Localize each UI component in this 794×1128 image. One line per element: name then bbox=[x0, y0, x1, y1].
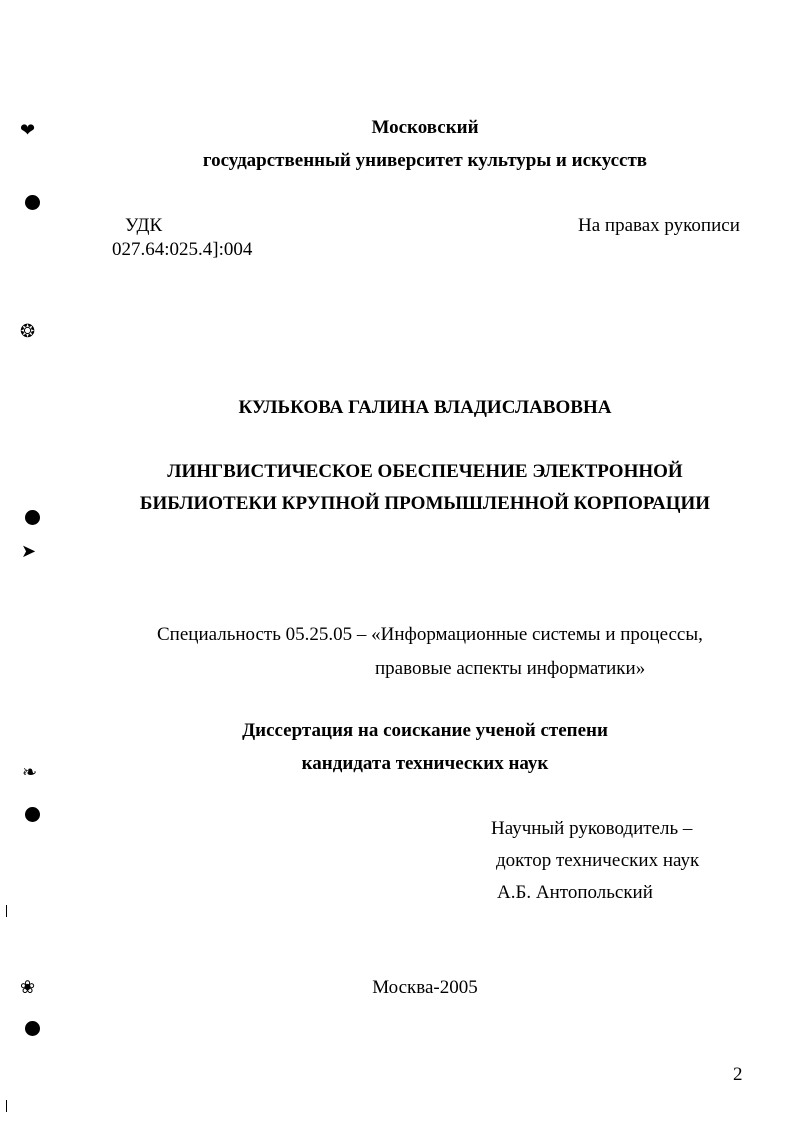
binding-hole bbox=[25, 807, 40, 822]
scan-speck bbox=[6, 905, 7, 917]
supervisor-role: Научный руководитель – bbox=[491, 818, 693, 839]
udk-label: УДК bbox=[125, 215, 163, 236]
university-line-2: государственный университет культуры и искусств bbox=[202, 150, 648, 171]
title-line-1: ЛИНГВИСТИЧЕСКОЕ ОБЕСПЕЧЕНИЕ ЭЛЕКТРОННОЙ bbox=[167, 461, 683, 482]
scan-blot-mark: ❀ bbox=[20, 977, 36, 997]
title-line-2: БИБЛИОТЕКИ КРУПНОЙ ПРОМЫШЛЕННОЙ КОРПОРАЦИИ bbox=[139, 493, 711, 514]
binding-hole bbox=[25, 1021, 40, 1036]
specialty-line-2: правовые аспекты информатики» bbox=[375, 658, 646, 679]
degree-line-2: кандидата технических наук bbox=[301, 753, 549, 774]
supervisor-name: А.Б. Антопольский bbox=[497, 882, 653, 903]
specialty-line-1: Специальность 05.25.05 – «Информационные системы и процессы, bbox=[157, 624, 703, 645]
page-number: 2 bbox=[733, 1064, 743, 1085]
scan-blot-mark: ❂ bbox=[20, 321, 36, 341]
scan-blot-mark: ❧ bbox=[22, 762, 38, 782]
supervisor-degree: доктор технических наук bbox=[496, 850, 700, 871]
university-line-1: Московский bbox=[371, 117, 479, 138]
author-name: КУЛЬКОВА ГАЛИНА ВЛАДИСЛАВОВНА bbox=[238, 397, 612, 418]
city-year: Москва-2005 bbox=[372, 977, 478, 998]
udk-code: 027.64:025.4]:004 bbox=[112, 239, 253, 260]
scan-blot-mark: ➤ bbox=[21, 541, 37, 561]
degree-line-1: Диссертация на соискание ученой степени bbox=[242, 720, 608, 741]
manuscript-note: На правах рукописи bbox=[578, 215, 740, 236]
binding-hole bbox=[25, 195, 40, 210]
scan-speck bbox=[6, 1100, 7, 1112]
scan-blot-mark: ❤ bbox=[20, 120, 36, 140]
